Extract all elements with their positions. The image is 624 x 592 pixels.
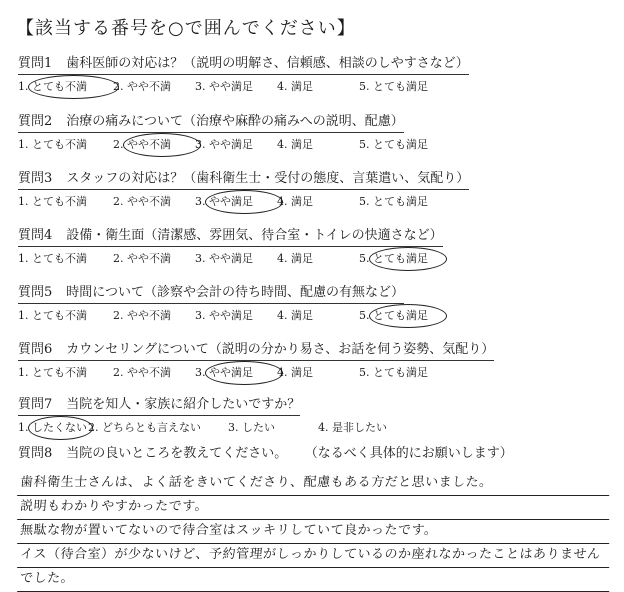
- answer-line: 歯科衛生士さんは、よく話をきいてくださり、配慮もある方だと思いました。: [17, 472, 611, 496]
- rating-option-label: 1. とても不満: [18, 366, 87, 379]
- rating-option-label: 4. 満足: [277, 252, 313, 265]
- rating-option-3[interactable]: [195, 251, 277, 267]
- rating-option-label: 3. やや満足: [195, 309, 253, 322]
- rating-option-4[interactable]: [277, 194, 359, 210]
- rating-option-5[interactable]: [359, 365, 441, 381]
- answer-line: イス（待合室）が少ないけど、予約管理がしっかりしているのか座れなかったことはありません: [17, 544, 611, 568]
- rating-options: [18, 420, 578, 436]
- selected-circle-mark: [28, 416, 93, 440]
- rating-option-1[interactable]: [18, 194, 113, 210]
- rating-option-2[interactable]: [113, 194, 195, 210]
- rating-option-3[interactable]: [195, 365, 277, 381]
- rating-option-2[interactable]: [113, 365, 195, 381]
- page-title: 【該当する番号を○で囲んでください】: [16, 18, 356, 39]
- rating-option-label: 5. とても満足: [359, 252, 428, 265]
- rating-option-label: 4. 満足: [277, 80, 313, 93]
- selected-circle-mark: [28, 75, 119, 99]
- rating-option-label: 1. とても不満: [18, 138, 87, 151]
- question-5: [18, 281, 578, 324]
- question-text: スタッフの対応は？（歯科衛生士・受付の態度、言葉遣い、気配り）: [66, 171, 470, 186]
- question-1: [18, 52, 578, 95]
- rating-option-label: 1. とても不満: [18, 252, 87, 265]
- rating-option-label: 4. 是非したい: [318, 421, 387, 434]
- rating-option-2[interactable]: [113, 308, 195, 324]
- rating-option-label: 3. やや満足: [195, 80, 253, 93]
- rating-option-label: 2. やや不満: [113, 195, 171, 208]
- rating-option-label: 4. 満足: [277, 195, 313, 208]
- rating-option-label: 2. どちらとも言えない: [88, 421, 201, 434]
- rating-option-label: 1. とても不満: [18, 309, 87, 322]
- rating-option-label: 5. とても満足: [359, 80, 428, 93]
- rating-option-label: 3. やや満足: [195, 252, 253, 265]
- rating-option-2[interactable]: [113, 251, 195, 267]
- rating-options: [18, 365, 578, 381]
- rating-option-label: 2. やや不満: [113, 80, 171, 93]
- rating-option-label: 5. とても満足: [359, 309, 428, 322]
- question-number: 質問6: [18, 342, 53, 357]
- selected-circle-mark: [123, 133, 201, 157]
- rating-option-label: 5. とても満足: [359, 138, 428, 151]
- question-text: カウンセリングについて（説明の分かり易さ、お話を伺う姿勢、気配り）: [66, 342, 495, 357]
- question-line: [18, 113, 404, 133]
- rating-option-1[interactable]: [18, 79, 113, 95]
- question-line: [18, 396, 300, 416]
- rating-option-1[interactable]: [18, 308, 113, 324]
- rating-option-1[interactable]: [18, 137, 113, 153]
- question-line: [18, 170, 469, 190]
- rating-options: [18, 251, 578, 267]
- rating-option-label: 1. とても不満: [18, 80, 87, 93]
- rating-option-4[interactable]: [277, 137, 359, 153]
- answer-line: でした。: [17, 568, 611, 592]
- question-8: [18, 445, 578, 463]
- rating-option-3[interactable]: [195, 194, 277, 210]
- rating-option-label: 2. やや不満: [113, 252, 171, 265]
- selected-circle-mark: [205, 361, 283, 385]
- selected-circle-mark: [205, 190, 283, 214]
- question-number: 質問1: [18, 56, 53, 71]
- rating-option-label: 5. とても満足: [359, 366, 428, 379]
- question-3: [18, 167, 578, 210]
- question-number: 質問3: [18, 171, 53, 186]
- question-note: （なるべく具体的にお願いします）: [311, 446, 513, 461]
- rating-option-1[interactable]: [18, 365, 113, 381]
- rating-option-label: 3. したい: [228, 421, 275, 434]
- question-text: 設備・衛生面（清潔感、雰囲気、待合室・トイレの快適さなど）: [66, 228, 443, 243]
- rating-option-label: 2. やや不満: [113, 309, 171, 322]
- rating-option-label: 1. とても不満: [18, 195, 87, 208]
- question-text: 当院を知人・家族に紹介したいですか？: [66, 397, 301, 412]
- question-line: [18, 284, 404, 304]
- question-number: 質問8: [18, 446, 53, 461]
- rating-option-2[interactable]: [113, 137, 195, 153]
- rating-option-4[interactable]: [318, 420, 387, 436]
- rating-options: [18, 308, 578, 324]
- rating-option-5[interactable]: [359, 308, 441, 324]
- rating-options: [18, 79, 578, 95]
- question-text: 時間について（診察や会計の待ち時間、配慮の有無など）: [66, 285, 405, 300]
- rating-option-4[interactable]: [277, 251, 359, 267]
- rating-option-2[interactable]: [88, 420, 201, 436]
- rating-option-4[interactable]: [277, 365, 359, 381]
- question-number: 質問2: [18, 114, 53, 129]
- question-line: [18, 341, 494, 361]
- rating-option-label: 2. やや不満: [113, 138, 171, 151]
- rating-option-4[interactable]: [277, 308, 359, 324]
- rating-option-3[interactable]: [195, 308, 277, 324]
- rating-option-5[interactable]: [359, 251, 441, 267]
- question-7: [18, 393, 578, 436]
- rating-option-1[interactable]: [18, 251, 113, 267]
- rating-option-label: 4. 満足: [277, 366, 313, 379]
- question-text: 歯科医師の対応は？（説明の明解さ、信頼感、相談のしやすさなど）: [66, 56, 469, 71]
- rating-option-label: 1. したくない: [18, 421, 87, 434]
- rating-option-label: 4. 満足: [277, 309, 313, 322]
- question-4: [18, 224, 578, 267]
- question-text: 治療の痛みについて（治療や麻酔の痛みへの説明、配慮）: [66, 114, 404, 129]
- question-text: 当院の良いところを教えてください。: [66, 446, 288, 461]
- selected-circle-mark: [369, 247, 447, 271]
- free-answer-area[interactable]: [18, 472, 610, 592]
- rating-option-5[interactable]: [359, 79, 441, 95]
- rating-option-1[interactable]: [18, 420, 87, 436]
- question-line: [18, 55, 469, 75]
- selected-circle-mark: [369, 304, 447, 328]
- rating-option-4[interactable]: [277, 79, 359, 95]
- rating-option-3[interactable]: [195, 137, 277, 153]
- question-2: [18, 110, 578, 153]
- rating-option-label: 3. やや満足: [195, 195, 253, 208]
- rating-option-3[interactable]: [228, 420, 275, 436]
- rating-option-5[interactable]: [359, 137, 441, 153]
- question-line: [18, 227, 443, 247]
- rating-option-label: 4. 満足: [277, 138, 313, 151]
- question-6: [18, 338, 578, 381]
- rating-option-3[interactable]: [195, 79, 277, 95]
- question-number: 質問5: [18, 285, 53, 300]
- answer-line: 説明もわかりやすかったです。: [17, 496, 611, 520]
- rating-option-label: 2. やや不満: [113, 366, 171, 379]
- rating-option-2[interactable]: [113, 79, 195, 95]
- rating-option-label: 5. とても満足: [359, 195, 428, 208]
- rating-option-label: 3. やや満足: [195, 366, 253, 379]
- question-number: 質問4: [18, 228, 53, 243]
- rating-options: [18, 194, 578, 210]
- rating-option-5[interactable]: [359, 194, 441, 210]
- answer-line: 無駄な物が置いてないので待合室はスッキリしていて良かったです。: [17, 520, 611, 544]
- rating-option-label: 3. やや満足: [195, 138, 253, 151]
- rating-options: [18, 137, 578, 153]
- question-number: 質問7: [18, 397, 53, 412]
